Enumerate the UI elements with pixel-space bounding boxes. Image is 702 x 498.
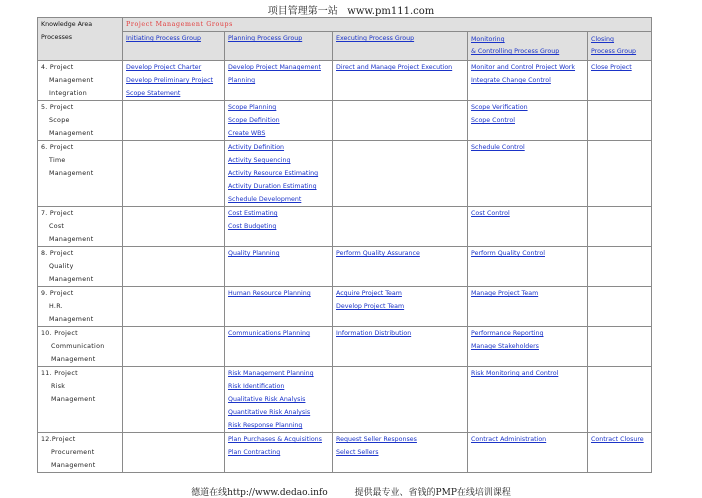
initiating-cell [123, 207, 225, 247]
knowledge-area-label: Quality [49, 263, 74, 270]
group-executing[interactable]: Executing Process Group [333, 32, 468, 61]
initiating-cell [123, 327, 225, 367]
process-link[interactable]: Qualitative Risk Analysis [228, 396, 306, 403]
table-row [38, 141, 652, 207]
process-link[interactable]: Risk Management Planning [228, 370, 314, 377]
knowledge-area-label: Time [49, 157, 66, 164]
executing-cell [333, 433, 468, 473]
monitoring-cell [468, 247, 588, 287]
process-link[interactable]: Develop Project Management [228, 64, 321, 71]
knowledge-area-label: 10. Project [41, 330, 78, 337]
process-link[interactable]: Activity Duration Estimating [228, 183, 317, 190]
closing-cell [588, 433, 652, 473]
process-link[interactable]: Perform Quality Control [471, 250, 545, 257]
initiating-cell [123, 367, 225, 433]
knowledge-area-label: Management [51, 356, 96, 363]
monitoring-cell [468, 141, 588, 207]
process-link[interactable]: Planning [228, 77, 256, 84]
process-link[interactable]: Contract Administration [471, 436, 547, 443]
process-link[interactable]: Manage Stakeholders [471, 343, 539, 350]
closing-cell [588, 101, 652, 141]
process-groups-table [37, 17, 652, 473]
knowledge-area-label: Management [49, 170, 94, 177]
knowledge-area-label: Management [51, 462, 96, 469]
closing-cell [588, 367, 652, 433]
process-link[interactable]: Schedule Control [471, 144, 525, 151]
closing-cell [588, 287, 652, 327]
knowledge-area-label: 12.Project [41, 436, 76, 443]
table-row [38, 101, 652, 141]
process-link[interactable]: Activity Definition [228, 144, 285, 151]
executing-cell [333, 367, 468, 433]
table-row [38, 327, 652, 367]
monitoring-cell [468, 61, 588, 101]
process-link[interactable]: Human Resource Planning [228, 290, 311, 297]
process-link[interactable]: Activity Resource Estimating [228, 170, 319, 177]
knowledge-area-cell [38, 287, 123, 327]
process-link[interactable]: Develop Project Team [336, 303, 405, 310]
process-link[interactable]: Cost Control [471, 210, 510, 217]
group-planning[interactable]: Planning Process Group [225, 32, 333, 61]
process-link[interactable]: Perform Quality Assurance [336, 250, 420, 257]
initiating-cell [123, 141, 225, 207]
process-link[interactable]: Select Sellers [336, 449, 379, 456]
header-url[interactable]: www.pm111.com [347, 6, 435, 17]
process-link[interactable]: Cost Budgeting [228, 223, 277, 230]
planning-cell [225, 101, 333, 141]
process-link[interactable]: Plan Purchases & Acquisitions [228, 436, 322, 443]
knowledge-area-label: Risk [51, 383, 66, 390]
knowledge-area-cell [38, 433, 123, 473]
process-link[interactable]: Monitor and Control Project Work [471, 64, 576, 71]
closing-cell [588, 247, 652, 287]
process-link[interactable]: Manage Project Team [471, 290, 539, 297]
process-link[interactable]: Create WBS [228, 130, 266, 137]
closing-cell [588, 61, 652, 101]
table-row [38, 287, 652, 327]
executing-cell [333, 247, 468, 287]
groups-title: Project Management Groups [123, 18, 652, 32]
knowledge-area-label: Management [49, 130, 94, 137]
knowledge-area-label: 8. Project [41, 250, 74, 257]
monitoring-cell [468, 207, 588, 247]
process-link[interactable]: Communications Planning [228, 330, 311, 337]
knowledge-area-label: Management [51, 396, 96, 403]
process-link[interactable]: Information Distribution [336, 330, 412, 337]
process-link[interactable]: Plan Contracting [228, 449, 281, 456]
group-initiating[interactable]: Initiating Process Group [123, 32, 225, 61]
process-link[interactable]: Contract Closure [591, 436, 644, 443]
knowledge-area-label: 11. Project [41, 370, 78, 377]
knowledge-area-label: 4. Project [41, 64, 74, 71]
closing-cell [588, 207, 652, 247]
knowledge-area-cell [38, 61, 123, 101]
knowledge-area-cell [38, 141, 123, 207]
monitoring-cell [468, 287, 588, 327]
process-link[interactable]: Schedule Development [228, 196, 302, 203]
table-row [38, 207, 652, 247]
knowledge-area-label: H.R. [49, 303, 63, 310]
process-link[interactable]: Scope Definition [228, 117, 280, 124]
process-link[interactable]: Risk Response Planning [228, 422, 303, 429]
knowledge-area-label: 5. Project [41, 104, 74, 111]
knowledge-area-cell [38, 101, 123, 141]
page-header [0, 2, 702, 17]
knowledge-area-cell [38, 207, 123, 247]
knowledge-area-label: 9. Project [41, 290, 74, 297]
knowledge-area-label: Management [49, 316, 94, 323]
initiating-cell [123, 287, 225, 327]
process-link[interactable]: Scope Planning [228, 104, 277, 111]
knowledge-area-label: Scope [49, 117, 70, 124]
knowledge-area-cell [38, 247, 123, 287]
process-link[interactable]: Risk Identification [228, 383, 285, 390]
planning-cell [225, 247, 333, 287]
executing-cell [333, 101, 468, 141]
knowledge-area-label: Integration [49, 90, 87, 97]
process-link[interactable]: Quality Planning [228, 250, 280, 257]
executing-cell [333, 141, 468, 207]
table-row [38, 247, 652, 287]
knowledge-area-label: 7. Project [41, 210, 74, 217]
planning-cell [225, 287, 333, 327]
knowledge-area-label: Management [49, 276, 94, 283]
process-link[interactable]: Scope Verification [471, 104, 528, 111]
process-link[interactable]: Scope Control [471, 117, 515, 124]
initiating-cell [123, 101, 225, 141]
planning-cell [225, 141, 333, 207]
monitoring-cell [468, 367, 588, 433]
process-link[interactable]: Performance Reporting [471, 330, 544, 337]
process-link[interactable]: Develop Project Charter [126, 64, 202, 71]
planning-cell [225, 61, 333, 101]
planning-cell [225, 327, 333, 367]
executing-cell [333, 61, 468, 101]
initiating-cell [123, 433, 225, 473]
process-link[interactable]: Activity Sequencing [228, 157, 291, 164]
closing-cell [588, 327, 652, 367]
planning-cell [225, 433, 333, 473]
process-link[interactable]: Integrate Change Control [471, 77, 551, 84]
knowledge-area-cell [38, 367, 123, 433]
group-monitoring[interactable]: Monitoring & Controlling Process Group [468, 32, 588, 61]
knowledge-area-label: Communication [51, 343, 105, 350]
process-link[interactable]: Direct and Manage Project Execution [336, 64, 453, 71]
executing-cell [333, 327, 468, 367]
knowledge-area-label: Management [49, 77, 94, 84]
footer-tagline: 提供最专业、省钱的PMP在线培训课程 [354, 488, 511, 498]
knowledge-area-label: 6. Project [41, 144, 74, 151]
process-link[interactable]: Quantitative Risk Analysis [228, 409, 311, 416]
table-row [38, 433, 652, 473]
monitoring-cell [468, 101, 588, 141]
knowledge-area-label: Cost [49, 223, 65, 230]
knowledge-area-label: Procurement [51, 449, 95, 456]
table-row [38, 367, 652, 433]
initiating-cell [123, 247, 225, 287]
footer-link[interactable]: 德道在线http://www.dedao.info [191, 488, 328, 498]
monitoring-cell [468, 433, 588, 473]
knowledge-area-label: Management [49, 236, 94, 243]
monitoring-cell [468, 327, 588, 367]
process-link[interactable]: Scope Statement [126, 90, 181, 97]
initiating-cell [123, 61, 225, 101]
process-link[interactable]: Acquire Project Team [336, 290, 402, 297]
table-row [38, 61, 652, 101]
executing-cell [333, 287, 468, 327]
planning-cell [225, 367, 333, 433]
process-link[interactable]: Close Project [591, 64, 632, 71]
process-link[interactable]: Develop Preliminary Project [126, 77, 214, 84]
process-link[interactable]: Cost Estimating [228, 210, 278, 217]
executing-cell [333, 207, 468, 247]
group-closing[interactable]: Closing Process Group [588, 32, 652, 61]
process-link[interactable]: Request Seller Responses [336, 436, 417, 443]
header-title: 项目管理第一站 [267, 6, 338, 17]
knowledge-area-header: Knowledge Area Processes [38, 18, 123, 61]
page-footer [0, 485, 702, 498]
process-link[interactable]: Risk Monitoring and Control [471, 370, 559, 377]
closing-cell [588, 141, 652, 207]
knowledge-area-cell [38, 327, 123, 367]
planning-cell [225, 207, 333, 247]
